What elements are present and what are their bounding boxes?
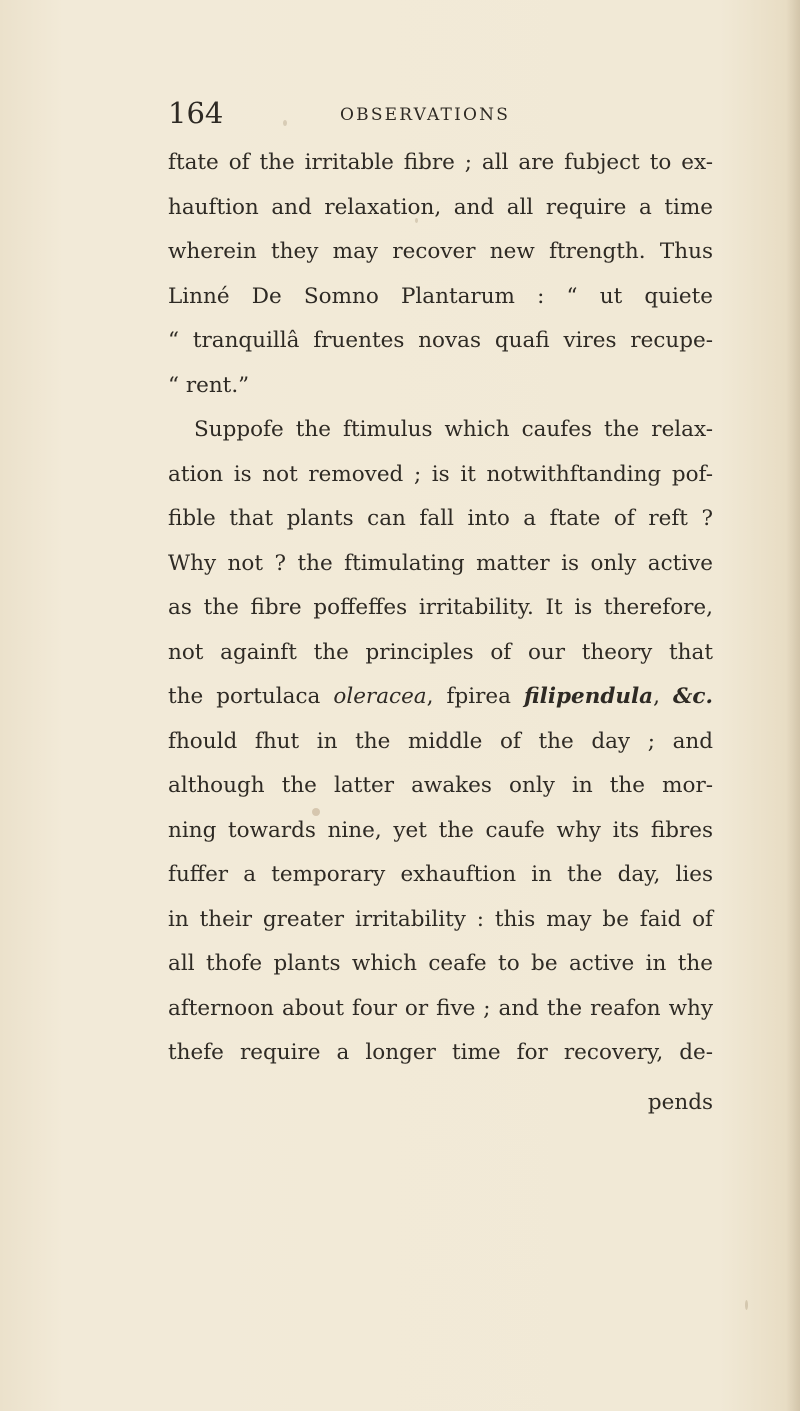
text-segment: , fpirea <box>426 684 525 709</box>
text-line: ation is not removed ; is it notwithftanding pof- <box>168 461 713 487</box>
text-line: wherein they may recover new ftrength. Thus <box>168 239 713 264</box>
text-line: ftate of the irritable fibre ; all are fubject to ex- <box>168 150 713 175</box>
text-line: “ rent.” <box>168 372 250 398</box>
catchword: pends <box>647 1090 713 1115</box>
text-segment: the portulaca <box>168 684 334 709</box>
text-line: as the fibre poffeffes irritability. It is therefore, <box>168 595 713 620</box>
text-line: Linné De Somno Plantarum : “ ut quiete <box>168 283 713 309</box>
text-line: although the latter awakes only in the mor- <box>168 773 713 798</box>
body-text <box>168 141 713 1076</box>
text-line: in their greater irritability : this may be faid of <box>168 906 713 932</box>
text-segment: , <box>653 684 674 709</box>
page-header <box>168 96 568 136</box>
species-name-italic: oleracea <box>333 684 427 709</box>
paper-spot <box>745 1300 748 1310</box>
text-line: hauftion and relaxation, and all require a time <box>168 194 713 220</box>
text-line: all thofe plants which ceafe to be active in the <box>168 951 713 976</box>
etcetera-italic: &c. <box>673 684 714 709</box>
page-edge-shadow <box>786 0 800 1411</box>
text-line: ning towards nine, yet the caufe why its fibres <box>168 817 713 843</box>
text-line: fible that plants can fall into a ftate of reft ? <box>168 506 713 531</box>
text-line: fhould fhut in the middle of the day ; and <box>168 728 713 754</box>
text-line: not againft the principles of our theory that <box>168 639 713 665</box>
text-line-with-italics <box>168 675 713 720</box>
text-line: thefe require a longer time for recovery, de- <box>168 1040 713 1065</box>
text-line: fuffer a temporary exhauftion in the day, lies <box>168 862 713 887</box>
text-line: afternoon about four or five ; and the reafon why <box>168 995 713 1021</box>
paragraph-start-line: Suppofe the ftimulus which caufes the relax- <box>194 417 713 442</box>
running-head: OBSERVATIONS <box>340 105 511 125</box>
species-name-italic: filipendula <box>524 684 654 709</box>
text-line: Why not ? the ftimulating matter is only active <box>168 550 713 576</box>
text-line: “ tranquillâ fruentes novas quafi vires recupe- <box>168 328 713 353</box>
page-number: 164 <box>168 96 224 130</box>
